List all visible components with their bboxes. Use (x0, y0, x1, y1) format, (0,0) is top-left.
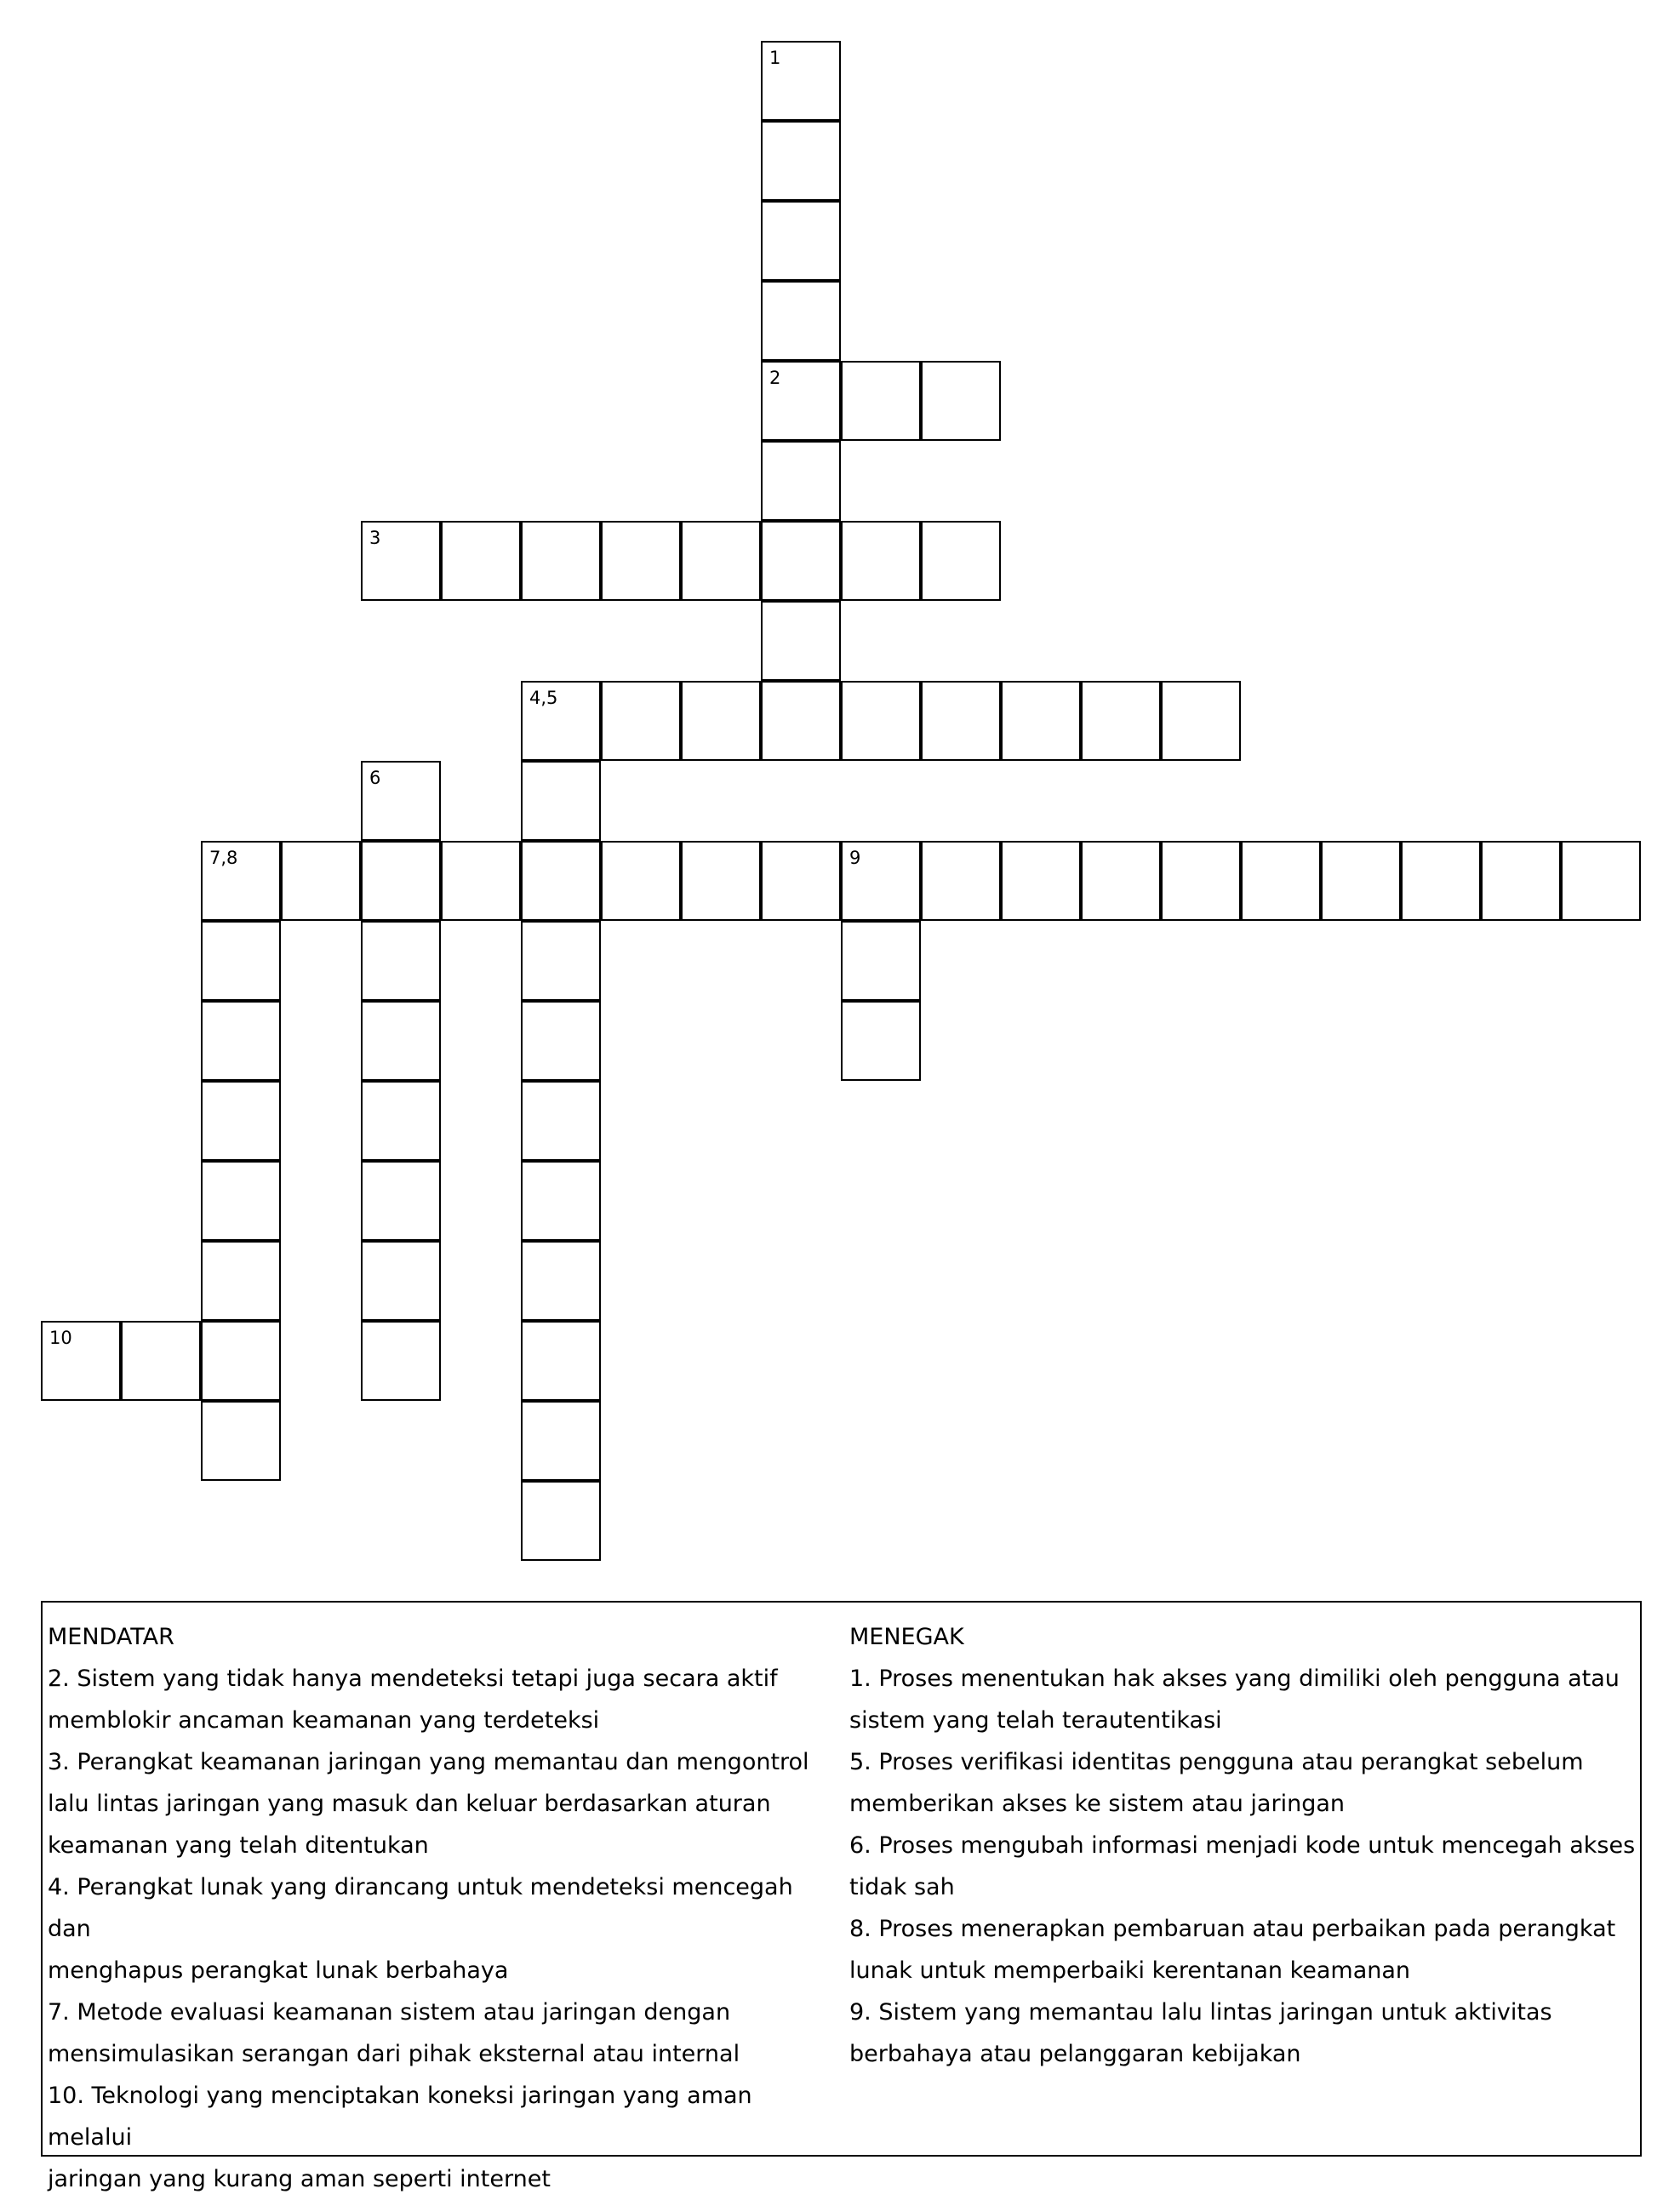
crossword-cell[interactable] (841, 841, 921, 921)
crossword-cell[interactable] (361, 521, 441, 601)
crossword-cell[interactable] (681, 521, 761, 601)
clue-number: 4,5 (529, 688, 558, 708)
crossword-cell[interactable] (201, 1321, 281, 1401)
crossword-cell[interactable] (921, 681, 1001, 761)
crossword-cell[interactable] (1161, 841, 1241, 921)
clue-line: tidak sah (849, 1874, 955, 1900)
clue-line: 7. Metode evaluasi keamanan sistem atau jaringan dengan (48, 1999, 731, 2026)
crossword-cell[interactable] (361, 921, 441, 1001)
crossword-cell[interactable] (681, 681, 761, 761)
clue-number: 7,8 (209, 848, 238, 868)
crossword-cell[interactable] (121, 1321, 201, 1401)
crossword-cell[interactable] (521, 1481, 601, 1561)
crossword-cell[interactable] (921, 841, 1001, 921)
crossword-cell[interactable] (601, 521, 681, 601)
clue-line: 6. Proses mengubah informasi menjadi kode untuk mencegah akses (849, 1832, 1636, 1859)
crossword-cell[interactable] (921, 361, 1001, 441)
crossword-cell[interactable] (201, 1241, 281, 1321)
clue-line: 4. Perangkat lunak yang dirancang untuk mendeteksi mencegah dan (48, 1874, 793, 1942)
clue-line: 9. Sistem yang memantau lalu lintas jaringan untuk aktivitas (849, 1999, 1552, 2026)
down-clue-list (849, 1658, 1637, 2075)
crossword-cell[interactable] (521, 1001, 601, 1081)
clue-number: 9 (849, 848, 861, 868)
crossword-cell[interactable] (1241, 841, 1321, 921)
crossword-cell[interactable] (361, 1001, 441, 1081)
crossword-cell[interactable] (1561, 841, 1641, 921)
clue-line: 8. Proses menerapkan pembaruan atau perbaikan pada perangkat (849, 1916, 1616, 1942)
crossword-cell[interactable] (761, 41, 841, 121)
crossword-cell[interactable] (41, 1321, 121, 1401)
crossword-cell[interactable] (521, 841, 601, 921)
clue-line: memblokir ancaman keamanan yang terdeteksi (48, 1707, 600, 1734)
crossword-cell[interactable] (841, 921, 921, 1001)
clue-line: keamanan yang telah ditentukan (48, 1832, 429, 1859)
crossword-cell[interactable] (761, 841, 841, 921)
crossword-cell[interactable] (1401, 841, 1481, 921)
clue-line: 3. Perangkat keamanan jaringan yang memantau dan mengontrol (48, 1749, 809, 1775)
crossword-cell[interactable] (601, 681, 681, 761)
crossword-cell[interactable] (521, 761, 601, 841)
clue-line: lalu lintas jaringan yang masuk dan keluar berdasarkan aturan (48, 1791, 771, 1817)
across-heading: MENDATAR (48, 1624, 174, 1650)
crossword-cell[interactable] (761, 121, 841, 201)
clue-line: menghapus perangkat lunak berbahaya (48, 1957, 509, 1984)
crossword-cell[interactable] (361, 1241, 441, 1321)
clue-number: 10 (49, 1328, 72, 1348)
crossword-cell[interactable] (521, 1081, 601, 1161)
crossword-cell[interactable] (1081, 681, 1161, 761)
crossword-cell[interactable] (201, 1081, 281, 1161)
crossword-cell[interactable] (1481, 841, 1561, 921)
crossword-cell[interactable] (841, 1001, 921, 1081)
crossword-cell[interactable] (1081, 841, 1161, 921)
crossword-cell[interactable] (521, 1241, 601, 1321)
clue-line: lunak untuk memperbaiki kerentanan keamanan (849, 1957, 1411, 1984)
crossword-cell[interactable] (1161, 681, 1241, 761)
clue-line: 10. Teknologi yang menciptakan koneksi jaringan yang aman melalui (48, 2083, 752, 2151)
crossword-cell[interactable] (761, 601, 841, 681)
crossword-cell[interactable] (521, 1161, 601, 1241)
crossword-cell[interactable] (1321, 841, 1401, 921)
crossword-cell[interactable] (761, 201, 841, 281)
clue-line: sistem yang telah terautentikasi (849, 1707, 1222, 1734)
down-heading: MENEGAK (849, 1624, 964, 1650)
clues-box (41, 1601, 1642, 2192)
crossword-cell[interactable] (681, 841, 761, 921)
crossword-cell[interactable] (441, 841, 521, 921)
down-clues (849, 1616, 1637, 2075)
crossword-cell[interactable] (761, 441, 841, 521)
crossword-cell[interactable] (201, 841, 281, 921)
crossword-cell[interactable] (201, 921, 281, 1001)
crossword-cell[interactable] (521, 1401, 601, 1481)
crossword-cell[interactable] (521, 681, 601, 761)
clue-line: memberikan akses ke sistem atau jaringan (849, 1791, 1345, 1817)
crossword-cell[interactable] (761, 681, 841, 761)
crossword-cell[interactable] (521, 521, 601, 601)
crossword-cell[interactable] (921, 521, 1001, 601)
crossword-cell[interactable] (441, 521, 521, 601)
clue-number: 1 (769, 48, 781, 68)
clue-line: jaringan yang kurang aman seperti internet (48, 2166, 551, 2192)
crossword-cell[interactable] (841, 681, 921, 761)
clue-number: 2 (769, 368, 781, 388)
crossword-cell[interactable] (361, 1161, 441, 1241)
across-clues (48, 1616, 839, 2200)
clue-line: mensimulasikan serangan dari pihak eksternal atau internal (48, 2041, 740, 2067)
crossword-cell[interactable] (521, 921, 601, 1001)
crossword-cell[interactable] (361, 1081, 441, 1161)
crossword-cell[interactable] (201, 1001, 281, 1081)
clue-number: 3 (369, 528, 381, 548)
crossword-cell[interactable] (361, 761, 441, 841)
crossword-cell[interactable] (761, 361, 841, 441)
crossword-cell[interactable] (361, 841, 441, 921)
crossword-cell[interactable] (281, 841, 361, 921)
clue-line: 5. Proses verifikasi identitas pengguna atau perangkat sebelum (849, 1749, 1584, 1775)
crossword-cell[interactable] (841, 521, 921, 601)
crossword-cell[interactable] (841, 361, 921, 441)
crossword-cell[interactable] (361, 1321, 441, 1401)
crossword-cell[interactable] (761, 281, 841, 361)
clue-line: 2. Sistem yang tidak hanya mendeteksi tetapi juga secara aktif (48, 1666, 778, 1692)
crossword-cell[interactable] (521, 1321, 601, 1401)
crossword-cell[interactable] (1001, 841, 1081, 921)
crossword-cell[interactable] (201, 1401, 281, 1481)
crossword-cell[interactable] (601, 841, 681, 921)
clue-line: berbahaya atau pelanggaran kebijakan (849, 2041, 1301, 2067)
across-clue-list (48, 1658, 839, 2200)
clue-line: 1. Proses menentukan hak akses yang dimiliki oleh pengguna atau (849, 1666, 1620, 1692)
crossword-cell[interactable] (201, 1161, 281, 1241)
crossword-cell[interactable] (761, 521, 841, 601)
crossword-cell[interactable] (1001, 681, 1081, 761)
clue-number: 6 (369, 768, 381, 788)
